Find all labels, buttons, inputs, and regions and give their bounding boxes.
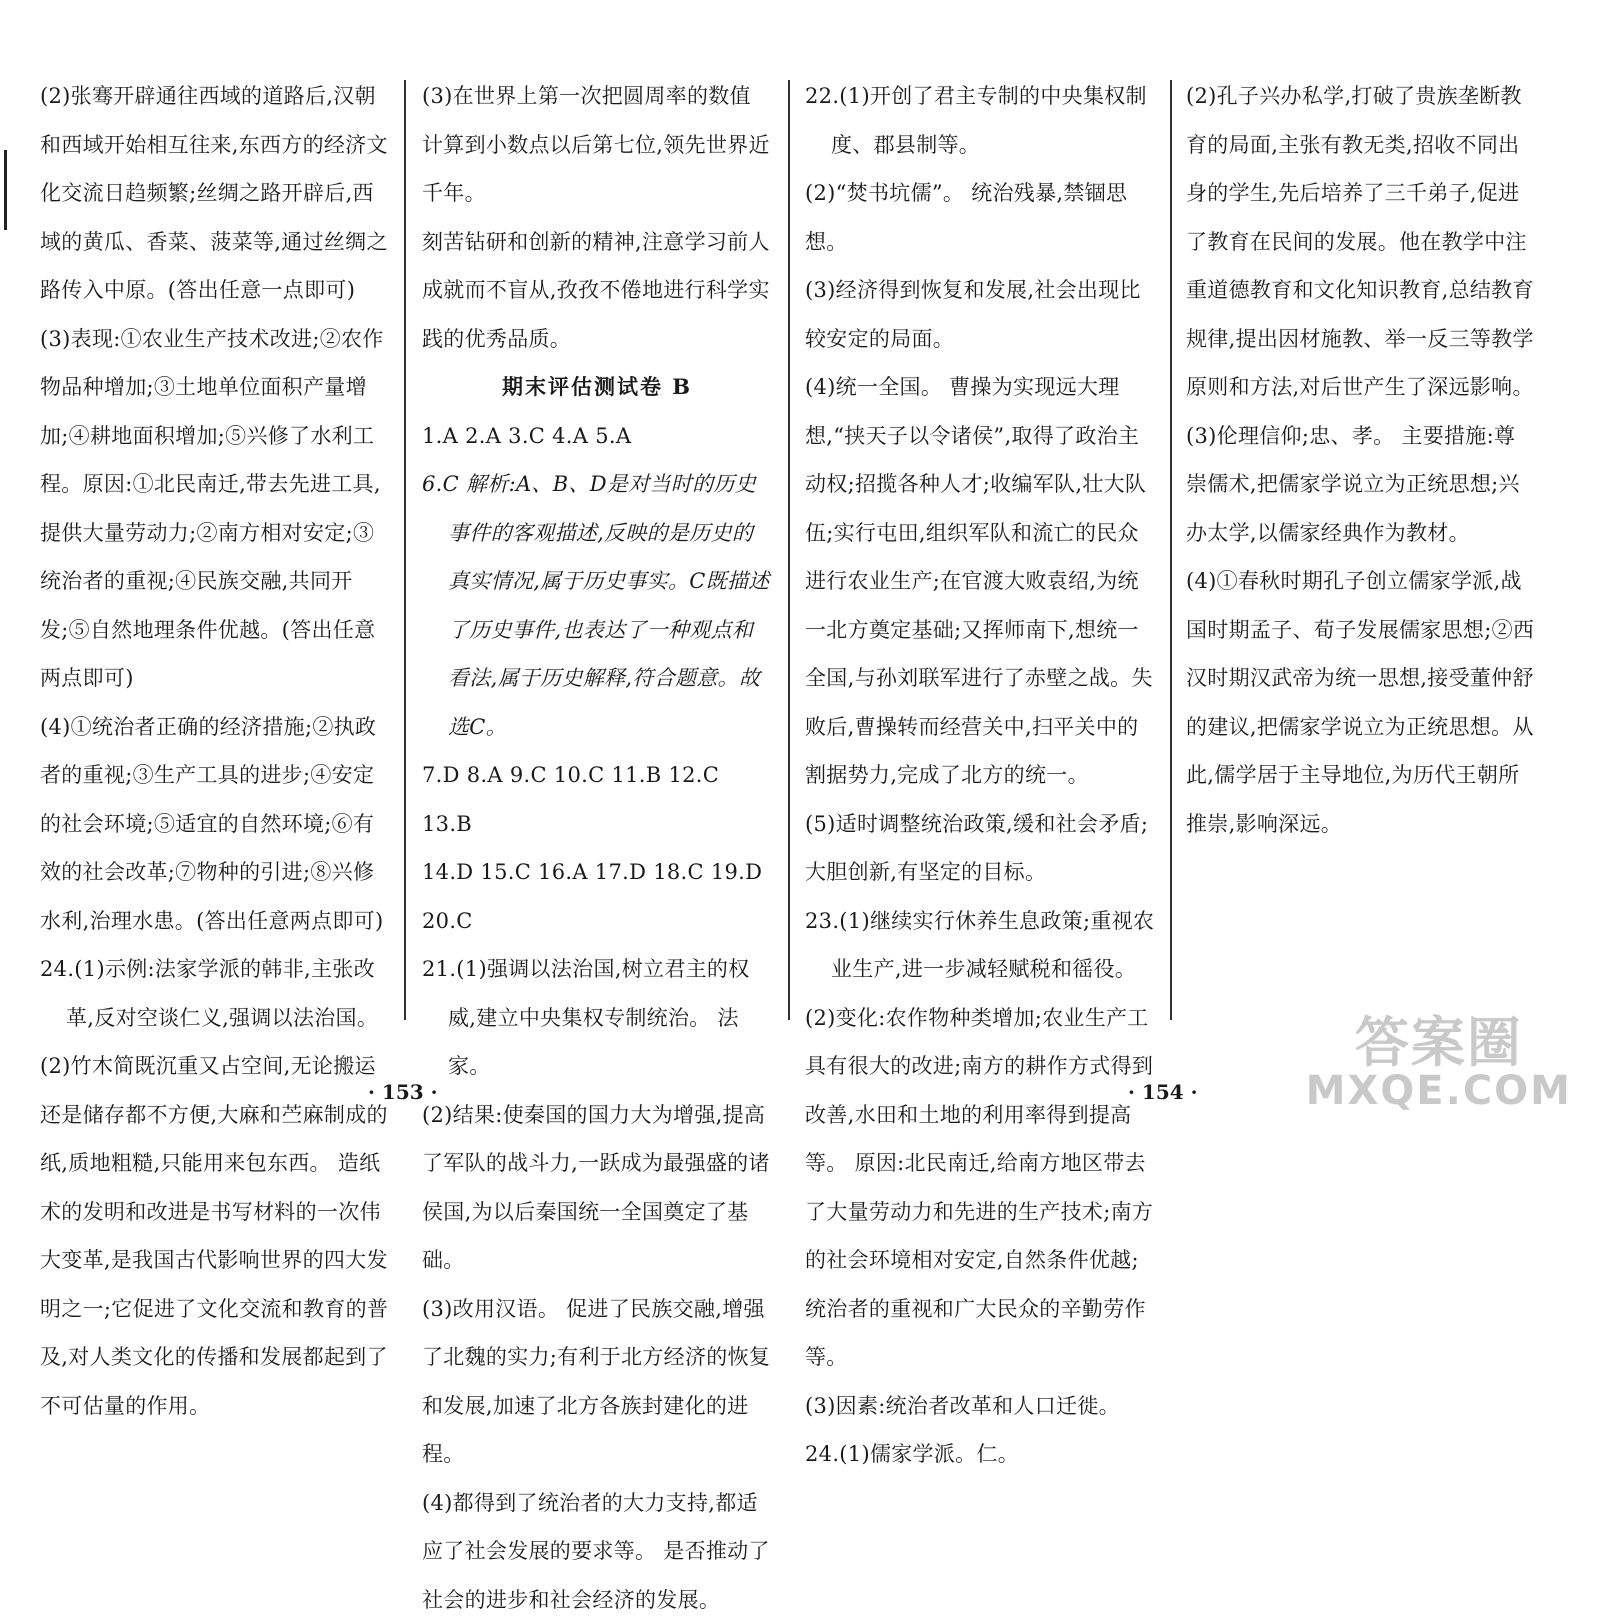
paragraph: (4)①春秋时期孔子创立儒家学派,战国时期孟子、荀子发展儒家思想;②西汉时期汉武帝为统一思想,接受董仲舒的建议,把儒家学说立为正统思想。从此,儒学居于主导地位,为历代王朝所推崇,影响深远。 bbox=[1186, 557, 1536, 848]
page-number-right: · 154 · bbox=[1128, 1080, 1198, 1104]
column-3 bbox=[805, 72, 1155, 1479]
answer-line: 7.D 8.A 9.C 10.C 11.B 12.C 13.B bbox=[422, 751, 772, 848]
answer-line: 1.A 2.A 3.C 4.A 5.A bbox=[422, 412, 772, 461]
paragraph: 24.(1)儒家学派。仁。 bbox=[805, 1430, 1155, 1479]
watermark-text: 答案圈 bbox=[1306, 1015, 1572, 1069]
answer-line: 14.D 15.C 16.A 17.D 18.C 19.D bbox=[422, 848, 772, 897]
paragraph: (3)在世界上第一次把圆周率的数值计算到小数点以后第七位,领先世界近千年。 bbox=[422, 72, 772, 218]
column-divider bbox=[1170, 80, 1172, 1020]
paragraph: (2)结果:使秦国的国力大为增强,提高了军队的战斗力,一跃成为最强盛的诸侯国,为以后秦国统一全国奠定了基础。 bbox=[422, 1091, 772, 1285]
column-2 bbox=[422, 72, 772, 1624]
paragraph: (3)因素:统治者改革和人口迁徙。 bbox=[805, 1382, 1155, 1431]
paragraph: 24.(1)示例:法家学派的韩非,主张改革,反对空谈仁义,强调以法治国。 bbox=[40, 945, 390, 1042]
paragraph: (2)张骞开辟通往西域的道路后,汉朝和西域开始相互往来,东西方的经济文化交流日趋频繁;丝绸之路开辟后,西域的黄瓜、香菜、菠菜等,通过丝绸之路传入中原。(答出任意一点即可) bbox=[40, 72, 390, 315]
section-title: 期末评估测试卷 B bbox=[422, 363, 772, 412]
paragraph: (5)适时调整统治政策,缓和社会矛盾;大胆创新,有坚定的目标。 bbox=[805, 800, 1155, 897]
watermark-logo bbox=[1306, 1015, 1572, 1113]
column-divider bbox=[788, 80, 790, 1020]
paragraph: (2)竹木简既沉重又占空间,无论搬运还是储存都不方便,大麻和苎麻制成的纸,质地粗糙,只能用来包东西。 造纸术的发明和改进是书写材料的一次伟大变革,是我国古代影响世界的四大发明之一;它促进了文化交流和教育的普及,对人类文化的传播和发展都起到了不可估量的作用。 bbox=[40, 1042, 390, 1430]
watermark-url: MXQE.COM bbox=[1306, 1069, 1572, 1113]
paragraph: 刻苦钻研和创新的精神,注意学习前人成就而不盲从,孜孜不倦地进行科学实践的优秀品质。 bbox=[422, 218, 772, 364]
paragraph: 21.(1)强调以法治国,树立君主的权威,建立中央集权专制统治。 法家。 bbox=[422, 945, 772, 1091]
page-number-left: · 153 · bbox=[368, 1080, 438, 1104]
paragraph: (3)经济得到恢复和发展,社会出现比较安定的局面。 bbox=[805, 266, 1155, 363]
paragraph: (4)都得到了统治者的大力支持,都适应了社会发展的要求等。 是否推动了社会的进步和社会经济的发展。 bbox=[422, 1479, 772, 1624]
paragraph: (3)改用汉语。 促进了民族交融,增强了北魏的实力;有利于北方经济的恢复和发展,加速了北方各族封建化的进程。 bbox=[422, 1285, 772, 1479]
paragraph: (3)表现:①农业生产技术改进;②农作物品种增加;③土地单位面积产量增加;④耕地面积增加;⑤兴修了水利工程。原因:①北民南迁,带去先进工具,提供大量劳动力;②南方相对安定;③统治者的重视;④民族交融,共同开发;⑤自然地理条件优越。(答出任意两点即可) bbox=[40, 315, 390, 703]
paragraph: 23.(1)继续实行休养生息政策;重视农业生产,进一步减轻赋税和徭役。 bbox=[805, 897, 1155, 994]
paragraph: 6.C 解析:A、B、D是对当时的历史事件的客观描述,反映的是历史的真实情况,属于历史事实。C既描述了历史事件,也表达了一种观点和看法,属于历史解释,符合题意。故选C。 bbox=[422, 460, 772, 751]
column-1 bbox=[40, 72, 390, 1430]
scan-edge-mark bbox=[4, 150, 7, 230]
column-divider bbox=[404, 80, 406, 1020]
paragraph: (2)变化:农作物种类增加;农业生产工具有很大的改进;南方的耕作方式得到改善,水田和土地的利用率得到提高等。 原因:北民南迁,给南方地区带去了大量劳动力和先进的生产技术;南方的社会环境相对安定,自然条件优越;统治者的重视和广大民众的辛勤劳作等。 bbox=[805, 994, 1155, 1382]
paragraph: (3)伦理信仰;忠、孝。 主要措施:尊崇儒术,把儒家学说立为正统思想;兴办太学,以儒家经典作为教材。 bbox=[1186, 412, 1536, 558]
paragraph: (2)孔子兴办私学,打破了贵族垄断教育的局面,主张有教无类,招收不同出身的学生,先后培养了三千弟子,促进了教育在民间的发展。他在教学中注重道德教育和文化知识教育,总结教育规律,提出因材施教、举一反三等教学原则和方法,对后世产生了深远影响。 bbox=[1186, 72, 1536, 412]
paragraph: (2)“焚书坑儒”。 统治残暴,禁锢思想。 bbox=[805, 169, 1155, 266]
column-4 bbox=[1186, 72, 1536, 848]
paragraph: (4)①统治者正确的经济措施;②执政者的重视;③生产工具的进步;④安定的社会环境;⑤适宜的自然环境;⑥有效的社会改革;⑦物种的引进;⑧兴修水利,治理水患。(答出任意两点即可) bbox=[40, 703, 390, 946]
answer-line: 20.C bbox=[422, 897, 772, 946]
paragraph: 22.(1)开创了君主专制的中央集权制度、郡县制等。 bbox=[805, 72, 1155, 169]
paragraph: (4)统一全国。 曹操为实现远大理想,“挟天子以令诸侯”,取得了政治主动权;招揽各种人才;收编军队,壮大队伍;实行屯田,组织军队和流亡的民众进行农业生产;在官渡大败袁绍,为统一北方奠定基础;又挥师南下,想统一全国,与孙刘联军进行了赤壁之战。失败后,曹操转而经营关中,扫平关中的割据势力,完成了北方的统一。 bbox=[805, 363, 1155, 800]
